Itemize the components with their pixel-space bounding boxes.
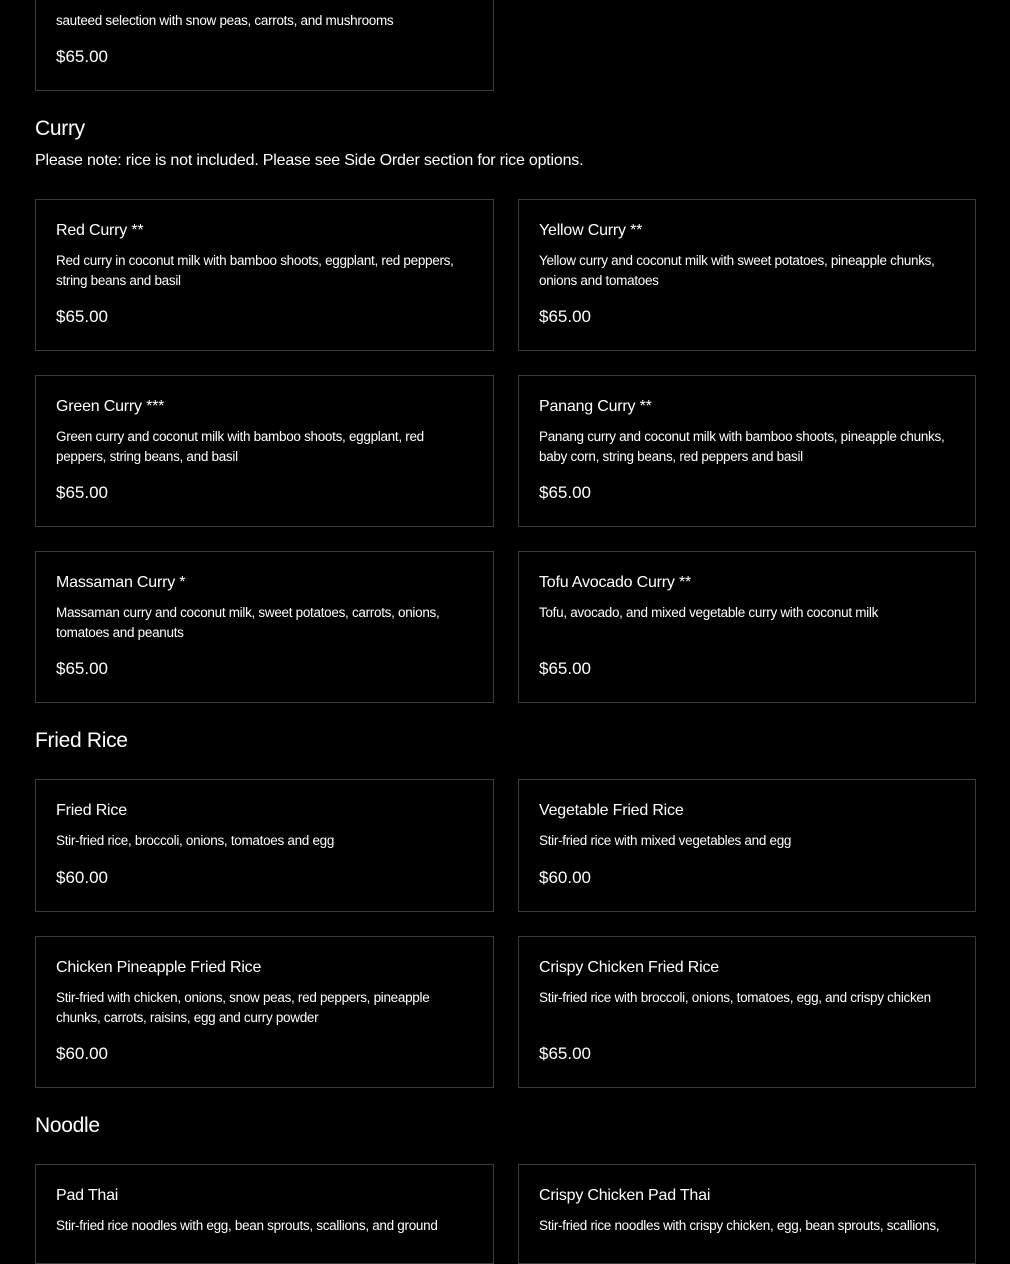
menu-item-card[interactable]: [35, 199, 494, 351]
menu-item-description: Stir-fried with chicken, onions, snow peas, red peppers, pineapple chunks, carrots, raisins, egg and curry powder: [56, 990, 430, 1025]
menu-item-card[interactable]: [518, 936, 976, 1088]
menu-item-card[interactable]: [518, 199, 976, 351]
menu-item-name: Crispy Chicken Fried Rice: [539, 959, 719, 976]
menu-item-description: Red curry in coconut milk with bamboo shoots, eggplant, red peppers, string beans and basil: [56, 253, 454, 288]
menu-item-card[interactable]: [518, 779, 976, 912]
menu-item-description: Stir-fried rice noodles with crispy chicken, egg, bean sprouts, scallions,: [539, 1218, 940, 1233]
menu-item-price: $65.00: [539, 1044, 591, 1063]
menu-item-name: Crispy Chicken Pad Thai: [539, 1187, 711, 1204]
menu-item-description: sauteed selection with snow peas, carrots, and mushrooms: [56, 13, 394, 28]
menu-item-card[interactable]: [518, 375, 976, 527]
menu-item-price: $65.00: [56, 47, 108, 66]
menu-item-description: Stir-fried rice noodles with egg, bean sprouts, scallions, and ground: [56, 1218, 438, 1233]
menu-item-price: $65.00: [56, 307, 108, 326]
menu-item-name: Vegetable Fried Rice: [539, 802, 684, 819]
menu-item-name: Tofu Avocado Curry **: [539, 574, 692, 591]
menu-item-name: Pad Thai: [56, 1187, 119, 1204]
menu-item-price: $60.00: [56, 1044, 108, 1063]
menu-item-card[interactable]: [35, 936, 494, 1088]
menu-item-card[interactable]: [35, 1164, 494, 1264]
menu-item-name: Chicken Pineapple Fried Rice: [56, 959, 262, 976]
menu-item-price: $65.00: [539, 307, 591, 326]
menu-item-name: Panang Curry **: [539, 398, 652, 415]
menu-item-card[interactable]: [35, 551, 494, 703]
menu-item-name: Yellow Curry **: [539, 222, 643, 239]
menu-item-card[interactable]: [35, 0, 494, 91]
menu-item-name: Green Curry ***: [56, 398, 165, 415]
menu-item-name: Fried Rice: [56, 802, 127, 819]
menu-item-description: Stir-fried rice with broccoli, onions, tomatoes, egg, and crispy chicken: [539, 990, 931, 1005]
menu-item-card[interactable]: [35, 779, 494, 912]
menu-item-description: Massaman curry and coconut milk, sweet potatoes, carrots, onions, tomatoes and peanuts: [56, 605, 440, 640]
section-title-curry: Curry: [35, 117, 85, 140]
menu-item-description: Stir-fried rice, broccoli, onions, tomatoes and egg: [56, 833, 335, 848]
menu-item-card[interactable]: [35, 375, 494, 527]
menu-item-description: Panang curry and coconut milk with bamboo shoots, pineapple chunks, baby corn, string beans, red peppers and basil: [539, 429, 945, 464]
section-title-fried-rice: Fried Rice: [35, 729, 128, 752]
menu-item-card[interactable]: [518, 1164, 976, 1264]
section-title-noodle: Noodle: [35, 1114, 100, 1137]
menu-item-price: $60.00: [539, 868, 591, 887]
section-note-curry: Please note: rice is not included. Please see Side Order section for rice options.: [35, 152, 584, 169]
menu-item-price: $65.00: [539, 659, 591, 678]
menu-item-price: $65.00: [539, 483, 591, 502]
menu-item-description: Tofu, avocado, and mixed vegetable curry with coconut milk: [539, 605, 879, 620]
menu-item-price: $65.00: [56, 659, 108, 678]
menu-item-price: $60.00: [56, 868, 108, 887]
menu-item-price: $65.00: [56, 483, 108, 502]
menu-item-description: Stir-fried rice with mixed vegetables and egg: [539, 833, 792, 848]
menu-item-description: Green curry and coconut milk with bamboo shoots, eggplant, red peppers, string beans, and basil: [56, 429, 424, 464]
menu-item-name: Massaman Curry *: [56, 574, 186, 591]
menu-item-card[interactable]: [518, 551, 976, 703]
menu-item-name: Red Curry **: [56, 222, 144, 239]
menu-item-description: Yellow curry and coconut milk with sweet potatoes, pineapple chunks, onions and tomatoes: [539, 253, 935, 288]
